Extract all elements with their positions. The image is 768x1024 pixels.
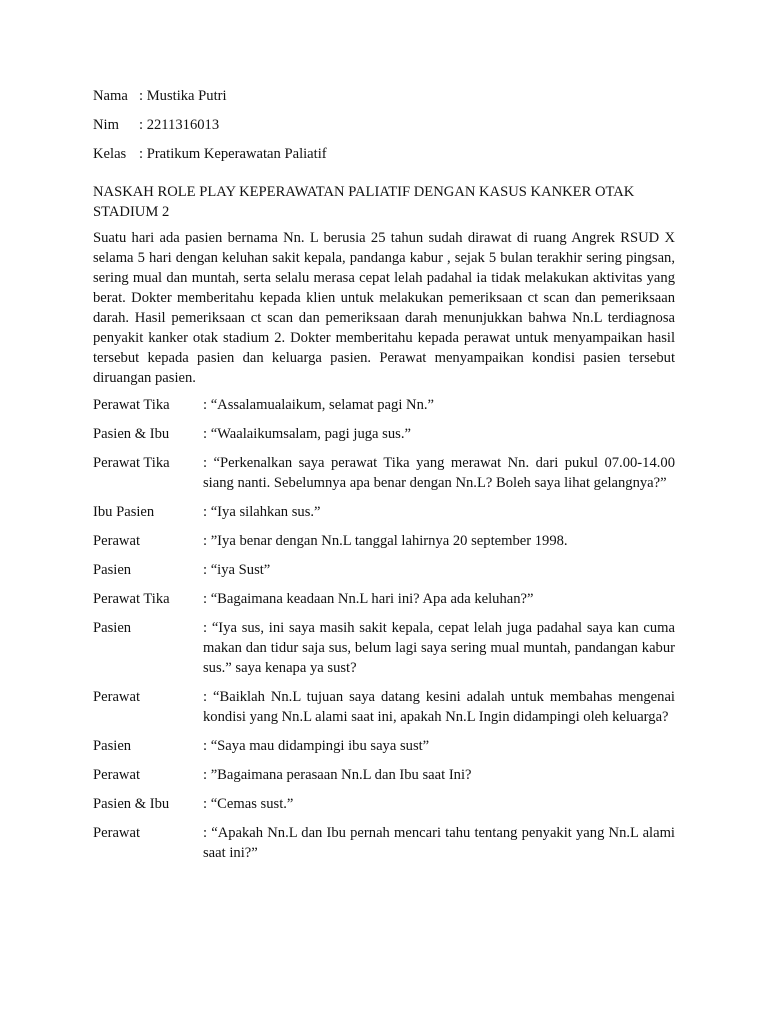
utterance: : ”Iya benar dengan Nn.L tanggal lahirnya 20 september 1998. — [203, 533, 568, 549]
dialogue-line — [93, 736, 675, 756]
utterance: : ”Bagaimana perasaan Nn.L dan Ibu saat Ini? — [203, 767, 472, 783]
dialogue-line — [93, 618, 675, 678]
nim-row — [93, 115, 675, 135]
speaker: Pasien — [93, 562, 132, 578]
nama-label: Nama — [93, 88, 128, 104]
speaker: Perawat Tika — [93, 397, 170, 413]
speaker: Perawat — [93, 767, 141, 783]
document-title: NASKAH ROLE PLAY KEPERAWATAN PALIATIF DENGAN KASUS KANKER OTAK STADIUM 2 — [93, 184, 635, 220]
nim-value: : 2211316013 — [139, 117, 220, 133]
kelas-value: : Pratikum Keperawatan Paliatif — [139, 146, 327, 162]
dialogue-list — [93, 395, 675, 863]
narrative-paragraph: Suatu hari ada pasien bernama Nn. L berusia 25 tahun sudah dirawat di ruang Angrek RSUD X selama 5 hari dengan keluhan sakit kepala, pandanga kabur , sejak 5 bulan terakhir sering pingsan, sering mual dan muntah, serta selalu merasa cepat lelah padahal ia tidak melakukan aktivitas yang berat. Dokter memberitahu kepada klien untuk melakukan pemeriksaan ct scan dan pemeriksaan darah. Hasil pemeriksaan ct scan dan pemeriksaan darah menunjukkan bahwa Nn.L terdiagnosa penyakit kanker otak stadium 2. Dokter memberitahu kepada perawat untuk menyampaikan hasil tersebut kepada pasien dan keluarga pasien. Perawat menyampaikan kondisi pasien tersebut diruangan pasien. — [93, 230, 675, 386]
dialogue-line — [93, 560, 675, 580]
utterance: : “Iya silahkan sus.” — [203, 504, 321, 520]
speaker: Pasien — [93, 738, 132, 754]
nama-row — [93, 86, 675, 106]
nama-value: : Mustika Putri — [139, 88, 227, 104]
speaker: Perawat Tika — [93, 455, 170, 471]
utterance: : “Assalamualaikum, selamat pagi Nn.” — [203, 397, 434, 413]
speaker: Pasien — [93, 620, 132, 636]
dialogue-line — [93, 453, 675, 493]
dialogue-line — [93, 765, 675, 785]
kelas-label: Kelas — [93, 146, 127, 162]
dialogue-line — [93, 794, 675, 814]
utterance: : “Baiklah Nn.L tujuan saya datang kesini adalah untuk membahas mengenai kondisi yang Nn.L alami saat ini, apakah Nn.L Ingin didampingi oleh keluarga? — [203, 689, 675, 725]
utterance: : “iya Sust” — [203, 562, 271, 578]
nim-label: Nim — [93, 117, 119, 133]
document-page — [93, 86, 675, 872]
speaker: Perawat — [93, 825, 141, 841]
speaker: Perawat Tika — [93, 591, 170, 607]
dialogue-line — [93, 395, 675, 415]
speaker: Perawat — [93, 533, 141, 549]
utterance: : “Apakah Nn.L dan Ibu pernah mencari tahu tentang penyakit yang Nn.L alami saat ini?” — [203, 825, 675, 861]
utterance: : “Bagaimana keadaan Nn.L hari ini? Apa ada keluhan?” — [203, 591, 534, 607]
dialogue-line — [93, 502, 675, 522]
speaker: Pasien & Ibu — [93, 426, 170, 442]
utterance: : “Saya mau didampingi ibu saya sust” — [203, 738, 430, 754]
dialogue-line — [93, 823, 675, 863]
speaker: Pasien & Ibu — [93, 796, 170, 812]
dialogue-line — [93, 531, 675, 551]
utterance: : “Iya sus, ini saya masih sakit kepala, cepat lelah juga padahal saya kan cuma makan dan tidur saja sus, belum lagi saya sering mual muntah, pandangan kabur sus.” saya kenapa ya sust? — [203, 620, 675, 676]
utterance: : “Perkenalkan saya perawat Tika yang merawat Nn. dari pukul 07.00-14.00 siang nanti. Sebelumnya apa benar dengan Nn.L? Boleh saya lihat gelangnya?” — [203, 455, 675, 491]
speaker: Ibu Pasien — [93, 504, 155, 520]
kelas-row — [93, 144, 675, 164]
speaker: Perawat — [93, 689, 141, 705]
dialogue-line — [93, 424, 675, 444]
dialogue-line — [93, 589, 675, 609]
utterance: : “Cemas sust.” — [203, 796, 294, 812]
dialogue-line — [93, 687, 675, 727]
utterance: : “Waalaikumsalam, pagi juga sus.” — [203, 426, 411, 442]
